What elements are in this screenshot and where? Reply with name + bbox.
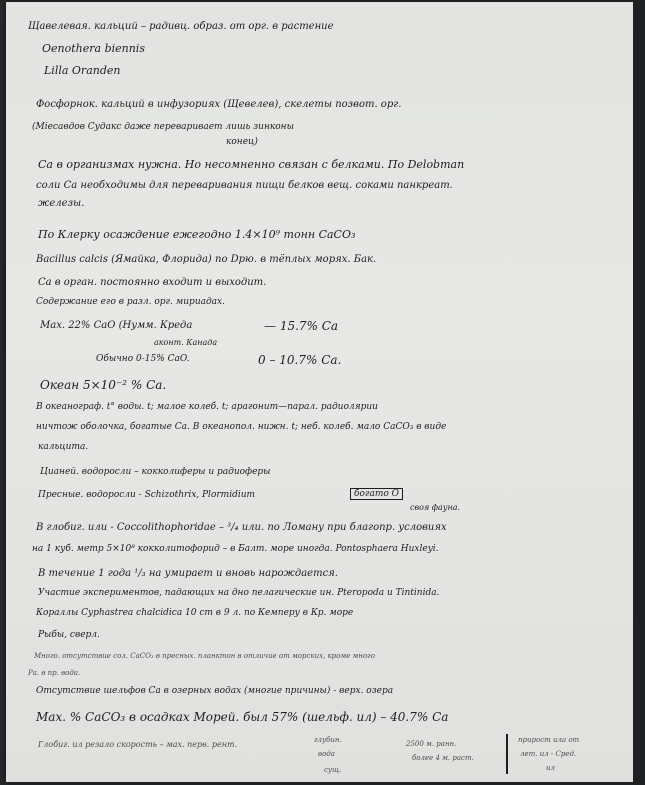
text-line: глубин.	[314, 736, 342, 744]
text-line: Участие экспериментов, падающих на дно пелагические ин. Pteropoda и Tintinida.	[38, 588, 440, 598]
text-line: Oenothera biennis	[42, 42, 145, 55]
text-line: Max. % CaCO₃ в осадках Морей. был 57% (шельф. ил) – 40.7% Ca	[36, 710, 449, 724]
page-edge	[633, 0, 645, 785]
text-line: Bacillus calcis (Ямайка, Флорида) по Dрю. в тёплых морях. Бак.	[36, 254, 377, 265]
text-line: кальцита.	[38, 442, 89, 452]
text-line: ил	[546, 764, 555, 772]
text-line: вода	[318, 750, 335, 758]
text-line: Max. 22% CaO (Нумм. Креда	[40, 320, 193, 331]
text-line: лет. ил - Сред.	[520, 750, 577, 758]
text-line: прирост ила от	[518, 736, 580, 744]
text-line: ничтож оболочка, богатые Са. В океанопол. нижн. t; неб. колеб. мало CaCO₃ в виде	[36, 422, 447, 432]
text-line: 2500 м. ранн.	[406, 740, 457, 748]
text-line: Рыбы, сверл.	[38, 630, 100, 640]
text-line: Кораллы Cyphastrea chalcidica 10 cm в 9 л. по Кемперу в Кр. море	[36, 608, 354, 618]
bracket-mark	[506, 734, 508, 774]
text-line: Содержание его в разл. орг. мириадах.	[36, 297, 225, 307]
text-line: Обычно 0-15% CaO.	[96, 354, 190, 364]
text-line: Глобиг. ил резало скорость – мах. перв. рент.	[38, 740, 238, 749]
text-line: аконт. Канада	[154, 338, 218, 347]
text-line: В океанограф. t° воды. t; малое колеб. t; арагонит—парал. радиолярии	[36, 402, 378, 412]
text-line: Фосфорнок. кальций в инфузориях (Щевелев), скелеты позвот. орг.	[36, 99, 402, 110]
text-line: более 4 м. раст.	[412, 754, 474, 762]
text-line: своя фауна.	[410, 503, 461, 512]
boxed-note: богато O	[350, 488, 403, 500]
text-line: Отсутствие шельфов Ca в озерных водах (многие причины) - верх. озера	[36, 686, 394, 696]
text-line: Lilla Oranden	[44, 64, 121, 77]
text-line: на 1 куб. метр 5×10⁸ кокколитофорид – в Балт. море иногда. Pontosphaera Huxleyi.	[32, 544, 439, 554]
text-line: Цианей. водоросли – кокколиферы и радиоферы	[40, 467, 271, 477]
text-line: По Клерку осаждение ежегодно 1.4×10⁹ тонн CaCO₃	[38, 228, 356, 241]
text-line: 0 – 10.7% Ca.	[258, 353, 342, 367]
text-line: конец)	[226, 137, 258, 147]
text-line: железы.	[38, 198, 85, 209]
text-line: Щавелевая. кальций – радивц. образ. от орг. в растение	[28, 21, 334, 32]
text-line: Океан 5×10⁻² % Ca.	[40, 378, 167, 392]
text-line: Ра. в пр. вода.	[28, 669, 81, 677]
text-line: сущ.	[324, 766, 342, 774]
text-line: Пресные. водоросли - Schizothrix, Plormidium	[38, 490, 256, 500]
text-line: Са в орган. постоянно входит и выходит.	[38, 277, 267, 288]
text-line: В течение 1 года ¹/₃ на умирает и вновь нарождается.	[38, 568, 338, 579]
text-line: Много. отсутствие сол. CaCO₃ в пресных. планктон в отличие от морских, кроме много	[34, 652, 375, 660]
text-line: Са в организмах нужна. Но несомненно связан с белками. По Delobman	[38, 158, 465, 171]
text-line: (Mieсавдов Судакс даже переваривает лишь зинконы	[32, 122, 294, 132]
manuscript-page	[6, 2, 634, 782]
text-line: соли Са необходимы для переваривания пищи белков вещ. соками панкреат.	[36, 180, 453, 191]
text-line: — 15.7% Ca	[264, 319, 339, 333]
text-line: В глобиг. или - Coccolithophoridae – ³/₄ или. по Ломану при благопр. условиях	[36, 522, 447, 533]
